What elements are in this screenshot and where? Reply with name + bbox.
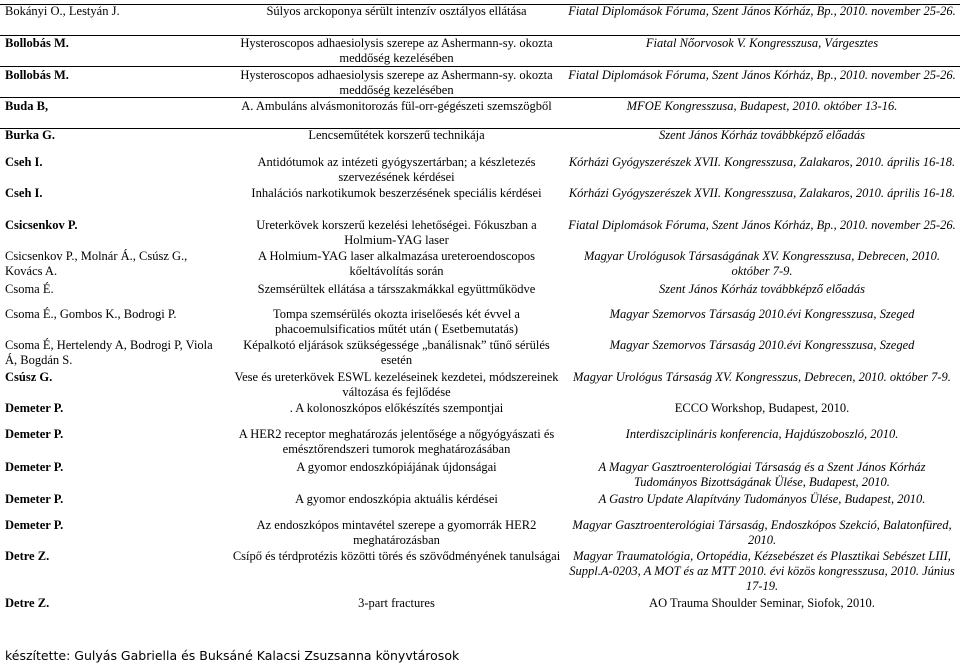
venue-cell: Fiatal Diplomások Fóruma, Szent János Kórház, Bp., 2010. november 25-26. — [568, 218, 956, 232]
venue-cell: Szent János Kórház továbbképző előadás — [658, 128, 865, 142]
author-cell: Csoma É, Hertelendy A, Bodrogi P, Viola Á, Bogdán S. — [5, 338, 213, 367]
title-cell: 3-part fractures — [358, 596, 435, 610]
title-cell: Inhalációs narkotikumok beszerzésének speciális kérdései — [251, 186, 542, 200]
title-cell: Az endoszkópos mintavétel szerepe a gyomorrák HER2 meghatározásban — [256, 518, 537, 547]
table-row — [0, 518, 960, 549]
author-cell: Bollobás M. — [5, 68, 69, 82]
author-cell: Csúsz G. — [5, 370, 53, 384]
title-cell: Hysteroscopos adhaesiolysis szerepe az Ashermann-sy. okozta meddőség kezelésében — [240, 36, 553, 65]
title-cell: Súlyos arckoponya sérült intenzív osztályos ellátása — [266, 4, 527, 18]
title-cell: Szemsérültek ellátása a társszakmákkal együttműködve — [257, 282, 536, 296]
compiler-credit: készítette: Gulyás Gabriella és Buksáné Kalacsi Zsuzsanna könyvtárosok — [5, 648, 460, 663]
venue-cell: Magyar Szemorvos Társaság 2010.évi Kongresszusa, Szeged — [609, 307, 915, 321]
title-cell: A gyomor endoszkópiájának újdonságai — [296, 460, 497, 474]
table-row — [0, 68, 960, 99]
title-cell: A HER2 receptor meghatározás jelentősége a nőgyógyászati és emésztőrendszeri tumorok meghatározásában — [238, 427, 555, 456]
venue-cell: A Magyar Gasztroenterológiai Társaság és a Szent János Kórház Tudományos Bizottságának Ülése, Budapest, 2010. — [598, 460, 926, 489]
title-cell: A Holmium-YAG laser alkalmazása ureteroendoscopos kőeltávolítás során — [257, 249, 535, 278]
author-cell: Detre Z. — [5, 596, 50, 610]
venue-cell: Fiatal Diplomások Fóruma, Szent János Kórház, Bp., 2010. november 25-26. — [568, 4, 956, 18]
author-cell: Demeter P. — [5, 492, 64, 506]
author-cell: Detre Z. — [5, 549, 50, 563]
author-cell: Cseh I. — [5, 186, 43, 200]
author-cell: Bollobás M. — [5, 36, 69, 50]
table-row — [0, 596, 960, 620]
table-row — [0, 155, 960, 186]
title-cell: Tompa szemsérülés okozta iriselőesés két évvel a phacoemulsificatios műtét után ( Esetbemutatás) — [273, 307, 520, 336]
venue-cell: Magyar Urológusok Társaságának XV. Kongresszusa, Debrecen, 2010. október 7-9. — [583, 249, 940, 278]
table-row — [0, 427, 960, 460]
table-row — [0, 370, 960, 401]
title-cell: A gyomor endoszkópia aktuális kérdései — [295, 492, 498, 506]
table-row — [0, 249, 960, 282]
venue-cell: Magyar Szemorvos Társaság 2010.évi Kongresszusa, Szeged — [609, 338, 915, 352]
table-row — [0, 401, 960, 427]
title-cell: Képalkotó eljárások szükségessége „banálisnak” tűnő sérülés esetén — [243, 338, 550, 367]
venue-cell: Interdiszciplináris konferencia, Hajdúszoboszló, 2010. — [625, 427, 899, 441]
title-cell: Lencseműtétek korszerű technikája — [308, 128, 485, 142]
author-cell: Demeter P. — [5, 460, 64, 474]
title-cell: Vese és ureterkövek ESWL kezeléseinek kezdetei, módszereinek változása és fejlődése — [234, 370, 559, 399]
venue-cell: Szent János Kórház továbbképző előadás — [658, 282, 865, 296]
author-cell: Demeter P. — [5, 401, 64, 415]
author-cell: Csicsenkov P. — [5, 218, 78, 232]
author-cell: Csoma É., Gombos K., Bodrogi P. — [5, 307, 177, 321]
title-cell: Csípő és térdprotézis közötti törés és szövődményének tanulságai — [232, 549, 561, 563]
author-cell: Csoma É. — [5, 282, 54, 296]
table-row — [0, 282, 960, 307]
table-row — [0, 460, 960, 492]
table-row — [0, 307, 960, 338]
venue-cell: Magyar Gasztroenterológiai Társaság, Endoszkópos Szekció, Balatonfüred, 2010. — [572, 518, 952, 547]
venue-cell: Fiatal Diplomások Fóruma, Szent János Kórház, Bp., 2010. november 25-26. — [568, 68, 956, 82]
author-cell: Demeter P. — [5, 427, 64, 441]
table-row — [0, 4, 960, 36]
venue-cell: A Gastro Update Alapítvány Tudományos Ülése, Budapest, 2010. — [598, 492, 926, 506]
title-cell: Ureterkövek korszerű kezelési lehetőségei. Fókuszban a Holmium-YAG laser — [256, 218, 537, 247]
table-row — [0, 218, 960, 249]
venue-cell: ECCO Workshop, Budapest, 2010. — [674, 401, 850, 415]
venue-cell: Fiatal Nőorvosok V. Kongresszusa, Várgesztes — [645, 36, 879, 50]
title-cell: . A kolonoszkópos előkészítés szempontjai — [289, 401, 504, 415]
table-row — [0, 549, 960, 596]
venue-cell: Magyar Traumatológia, Ortopédia, Kézsebészet és Plasztikai Sebészet LIII, Suppl.A-0203, A MOT és az MTT 2010. évi közös kongresszusa, 2010. Június 17-19. — [569, 549, 955, 593]
author-cell: Burka G. — [5, 128, 56, 142]
venue-cell: Kórházi Gyógyszerészek XVII. Kongresszusa, Zalakaros, 2010. április 16-18. — [568, 186, 956, 200]
author-cell: Buda B, — [5, 99, 49, 113]
table-row — [0, 128, 960, 155]
title-cell: Hysteroscopos adhaesiolysis szerepe az Ashermann-sy. okozta meddőség kezelésében — [240, 68, 553, 97]
venue-cell: AO Trauma Shoulder Seminar, Siofok, 2010. — [649, 596, 875, 610]
table-row — [0, 186, 960, 218]
author-cell: Cseh I. — [5, 155, 43, 169]
venue-cell: Magyar Urológus Társaság XV. Kongresszus, Debrecen, 2010. október 7-9. — [573, 370, 951, 384]
title-cell: A. Ambuláns alvásmonitorozás fül-orr-gégészeti szemszögből — [241, 99, 552, 113]
title-cell: Antidótumok az intézeti gyógyszertárban; a készletezés szervezésének kérdései — [257, 155, 536, 184]
author-cell: Demeter P. — [5, 518, 64, 532]
venue-cell: MFOE Kongresszusa, Budapest, 2010. október 13-16. — [626, 99, 898, 113]
author-cell: Csicsenkov P., Molnár Á., Csúsz G., Kovács A. — [5, 249, 188, 278]
venue-cell: Kórházi Gyógyszerészek XVII. Kongresszusa, Zalakaros, 2010. április 16-18. — [568, 155, 956, 169]
author-cell: Bokányi O., Lestyán J. — [5, 4, 120, 18]
table-row — [0, 338, 960, 370]
table-row — [0, 36, 960, 68]
table-row — [0, 99, 960, 128]
table-row — [0, 492, 960, 518]
